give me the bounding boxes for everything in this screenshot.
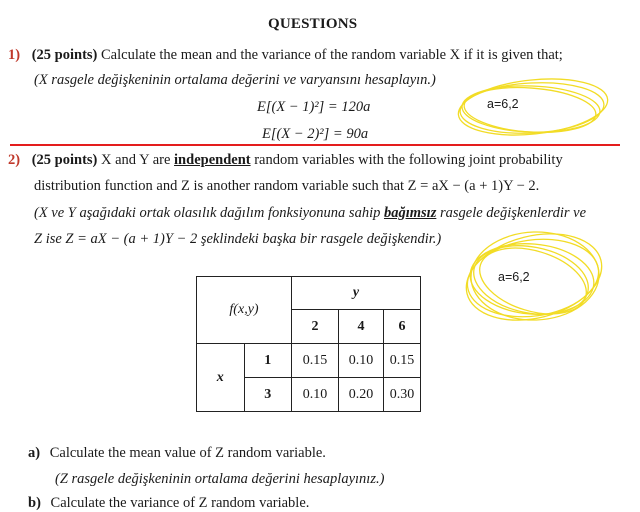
question-2-translation-1 [34,205,586,222]
question-2-line2: distribution function and Z is another random variable such that Z = aX − (a + 1)Y − 2. [34,178,540,194]
equation-1: E[(X − 1)²] = 120a [257,99,371,115]
independent-keyword: independent [174,152,251,168]
question-1-prompt: Calculate the mean and the variance of the random variable X if it is given that; [101,47,563,63]
question-2-line1-a: X and Y are [101,152,175,168]
question-2-translation-1-c: rasgele değişkenlerdir ve [436,205,587,221]
bagimsiz-keyword: bağımsız [383,205,437,221]
equation-2: E[(X − 2)²] = 90a [262,126,369,142]
table-y-value: 2 [292,310,339,344]
question-2-points: (25 points) [31,152,98,168]
table-cell: 0.20 [339,378,384,412]
part-a [28,445,326,462]
question-2-text [8,152,563,169]
table-cell: 0.15 [384,344,421,378]
question-1-translation: (X rasgele değişkeninin ortalama değerini ve varyansını hesaplayın.) [34,72,436,88]
table-x-label: x [197,344,245,412]
table-y-value: 4 [339,310,384,344]
table-y-label: y [292,277,421,310]
question-1-text [8,47,563,64]
joint-probability-table [196,276,421,412]
question-2-translation-2: Z ise Z = aX − (a + 1)Y − 2 şeklindeki başka bir rasgele değişkendir.) [34,231,442,247]
annotation-2-text: a=6,2 [498,270,530,284]
table-cell: 0.15 [292,344,339,378]
section-divider [10,144,620,146]
part-a-translation: (Z rasgele değişkeninin ortalama değerini hesaplayınız.) [55,471,385,487]
question-1-points: (25 points) [31,47,98,63]
question-1-number: 1) [8,47,21,63]
part-b-text: Calculate the variance of Z random variable. [50,495,310,511]
part-b [28,495,309,512]
table-cell: 0.30 [384,378,421,412]
annotation-1-text: a=6,2 [487,97,519,111]
annotation-circle-1 [452,74,612,144]
table-cell: 0.10 [292,378,339,412]
table-y-value: 6 [384,310,421,344]
question-2-translation-1-a: (X ve Y aşağıdaki ortak olasılık dağılım fonksiyonuna sahip [34,205,384,221]
part-a-text: Calculate the mean value of Z random variable. [49,445,326,461]
table-x-value: 3 [244,378,292,412]
part-a-label: a) [28,445,41,461]
question-2-line1-c: random variables with the following joint probability [250,152,563,168]
question-2-number: 2) [8,152,21,168]
table-x-value: 1 [244,344,292,378]
page-title: QUESTIONS [268,16,358,32]
table-cell: 0.10 [339,344,384,378]
table-corner-label: f(x,y) [197,277,292,344]
annotation-circle-2 [458,226,608,326]
part-b-label: b) [28,495,41,511]
